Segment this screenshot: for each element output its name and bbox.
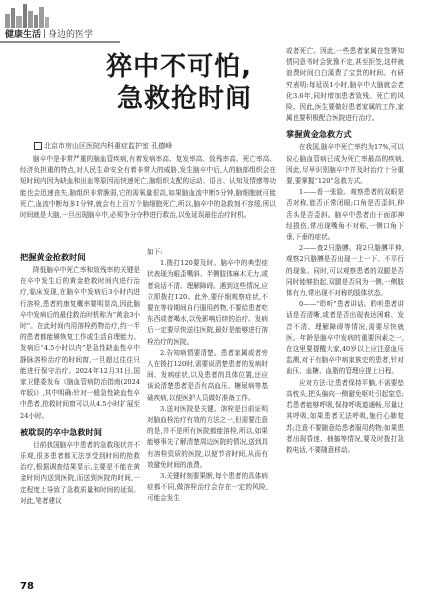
header-rule (0, 41, 120, 43)
paragraph-continued: 如下: (147, 248, 163, 256)
paragraph-continued-right: 或者死亡。因此,一些患者家属在签署知情同意书时会犹豫不定,甚至拒签,这样就浪费时间白白溪费了宝贵的时间。有研究表明:每延误1小时,脑卒中大脑就会老化3.6年,同时增加患者致残、死亡的风险。因此,医生要做好患者家属的工作,家属也要积极配合医院进行治疗。 (286, 47, 404, 123)
section-heading-golden-time: 把握黄金抢救时间 (20, 252, 86, 262)
byline-text: 北京市房山区医院内科重症监护室 孔德峰 (44, 142, 173, 150)
middle-column (147, 247, 268, 505)
column-sub-label: 身边的医学 (48, 30, 94, 40)
title-line-2: 急救抢时间 (116, 84, 252, 114)
right-column (286, 46, 404, 456)
author-byline (34, 141, 274, 151)
paragraph-right-hospital: 3.送对医院是关键。溶栓是目前证明对脑血栓治疗有效的方法之一,但需要注意的是,并不是所有医院都能溶栓,所以,如果能够事先了解清楚周边医院的情况,送到具有溶栓资质的医院,以便节省时间,从而有效避免时间的浪费。 (147, 404, 268, 469)
city-skyline-icon (4, 2, 50, 28)
section-heading-first-aid: 掌握黄金急救方式 (286, 129, 352, 140)
paragraph-delayed-time: 目前我国脑卒中患者的急救现状并不乐观,很多患者都无法享受到时间的抢救治疗,根据调查结果显示,主要是不能在黄金时间内送到医院,而送到医院的时间,一定程度上导致了急救质量和时间的延误。对此,笔者建议 (20, 440, 140, 505)
intro-paragraph (20, 154, 276, 221)
page-header (0, 0, 427, 44)
paragraph-decisive: 3.关键时刻要果断,每个患者的具体病症都不同,做溶栓治疗会存在一定的风险,可能会发生 (147, 472, 268, 503)
title-line-1: 猝中不可怕, (106, 52, 252, 82)
page-number: 78 (20, 581, 34, 592)
paragraph-response: 应对方法:让患者保持平躺,不需要垫高枕头,把头偏向一侧避免呕吐引起窒息;若患者能够呼吸,保持呼吸道通畅,尽量让其呼吸,如果患者无法呼吸,施行心肺复苏;注意不要随意给患者服用药物;如果患者出现昏迷、抽搐等情况,要及时拨打急救电话,不要随意移动。 (286, 378, 404, 454)
paragraph-golden-time: 降低脑卒中死亡率和致残率的关键是在卒中发生后的黄金抢救时间内进行治疗,临床发现,在脑卒中发病后3小时内进行溶栓,患者的康复概率要明显高,因此脑卒中发病后的最佳救治时机称为“黄金3小时”。在此时间内用溶栓药物治疗,约一半的患者都能够恢复工作或生活自理能力。发病后“4.5小时以内”是急性缺血性卒中静脉溶栓治疗的时间窗,一旦超过往往只能进行保守治疗。2024年12月31日,国家卫健委发布《脑血管病防治指南(2024年版)》,其中明确:针对一般急性缺血性卒中患者,抢救时间窗可以从4.5小时扩展至24小时。 (20, 266, 140, 420)
paragraph-check-arms: 2——查2只胳膊。将2只胳膊平伸,观察2只胳膊是否出现一上一下、不平行的现象。同时,可以观察患者的双腿是否同时能够抬起,双腿是否同为一侧,一侧肢体有力,常出现不对称的肢体状态。 (286, 244, 404, 298)
left-column (20, 247, 140, 507)
column-main-label: 健康生活 (5, 30, 42, 40)
paragraph-listen-speech: 0——“聆听”患者讲话。聆听患者讲话是否清晰,或者是否出现表达困难、发音不清、理解障碍等情况,需要尽快就医。年龄是脑卒中发病的重要因素之一,在这里要提醒大家,40岁以上应注意血压监测,对于有脑卒中病家族史的患者,针对血压、血糖、血脂的管理应提上日程。 (286, 300, 404, 376)
paragraph-look-face: 1——看一张脸。观察患者的双眼是否对称,能否正常闭眼;口角是否歪斜,伸舌头是否歪斜。脑卒中患者由于面部神经损伤,常出现嘴角不对称,一侧口角下垂,下垂的症状。 (286, 188, 404, 242)
paragraph-call-120: 1.拨打120要及时。脑卒中的典型症状表现为眼歪嘴斜、半侧肢体麻木无力,或者说话不清、理解障碍。遇到这些情况,应立即拨打120。此外,要仔细观察症状,不要在等待期间自行服用药物,不要给患者吃东西或者喝水,以免影响后续的治疗。发病后一定要尽快送往医院,最好是能够进行溶栓治疗的医院。 (147, 259, 268, 346)
paragraph-report-condition: 2.告知病情要清楚。患者家属或者旁人在拨打120时,需要说清楚患者的发病时间、发病症状,以及患者的具体位置,还应该说清楚患者是否有高血压、糖尿病等基础疾病,以便医护人员做好准备工作。 (147, 348, 268, 402)
intro-text: 脑卒中是非常严重的脑血管疾病,有着发病率高、复发率高、致残率高、死亡率高、经济负担重的特点,对人民生命安全有着非常大的威胁,发生脑卒中后,人的脑部组织会在短时间内因为缺血和出血等原因而快速死亡,脑组织支配的运动、语言、认知及情感等功能也会迅速丧失,脑组织非常脆弱,它的需氧量很高,如果脑血流中断5分钟,脑细胞就可能死亡,血流中断每多1分钟,就会有上百万个脑细胞死亡,所以,脑卒中的急救刻不容缓,所以时间就是大脑,一旦出现脑卒中,必须争分夺秒进行救治,以免延误最佳治疗时机。 (20, 155, 276, 220)
paragraph-first-aid-intro: 在我国,脑卒中死亡率约为17%,可以说心脑血管病已成为死亡率最高的疾病,因此,尽早识别脑卒中并及时治疗十分重要,要掌握“120”急救方式。 (286, 143, 404, 186)
article-title (62, 52, 252, 114)
column-divider (44, 29, 45, 38)
byline-square-icon (34, 142, 42, 150)
column-tag (5, 27, 93, 40)
section-heading-delayed-time: 被耽误的卒中急救时间 (20, 426, 102, 437)
